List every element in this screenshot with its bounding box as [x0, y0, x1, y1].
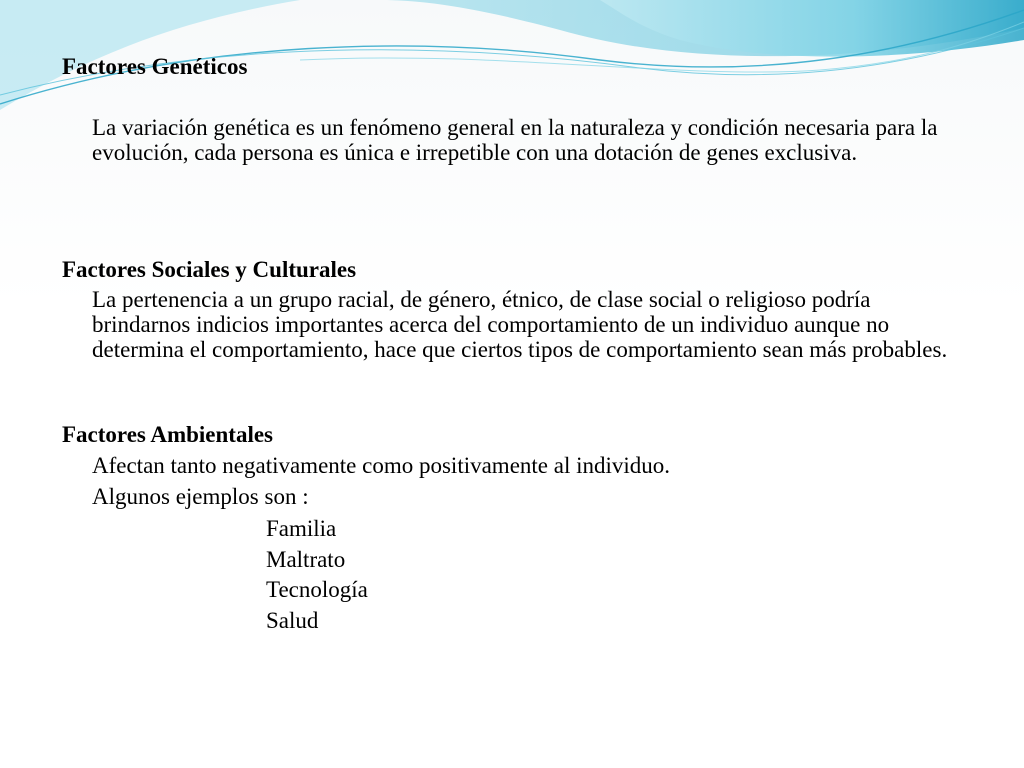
list-item: Maltrato: [266, 546, 346, 572]
examples-list: [266, 514, 368, 636]
heading-factores-sociales: Factores Sociales y Culturales: [62, 257, 357, 282]
paragraph-ejemplos-intro: Algunos ejemplos son :: [92, 484, 309, 509]
heading-factores-geneticos: Factores Genéticos: [62, 54, 248, 79]
paragraph-afectan: Afectan tanto negativamente como positivamente al individuo.: [92, 453, 671, 478]
list-item: Tecnología: [266, 577, 368, 602]
list-item: Familia: [266, 516, 337, 541]
list-item: Salud: [266, 607, 319, 633]
paragraph-variacion-genetica: La variación genética es un fenómeno general en la naturaleza y condición necesaria para la evolución, cada persona es única e irrepetible con una dotación de genes exclusiva.: [92, 115, 938, 165]
heading-factores-ambientales: Factores Ambientales: [62, 422, 274, 447]
paragraph-pertenencia: La pertenencia a un grupo racial, de género, étnico, de clase social o religioso podría brindarnos indicios importantes acerca del comportamiento de un individuo aunque no determina el comportamiento, hace que ciertos tipos de comportamiento sean más probables.: [92, 287, 948, 362]
